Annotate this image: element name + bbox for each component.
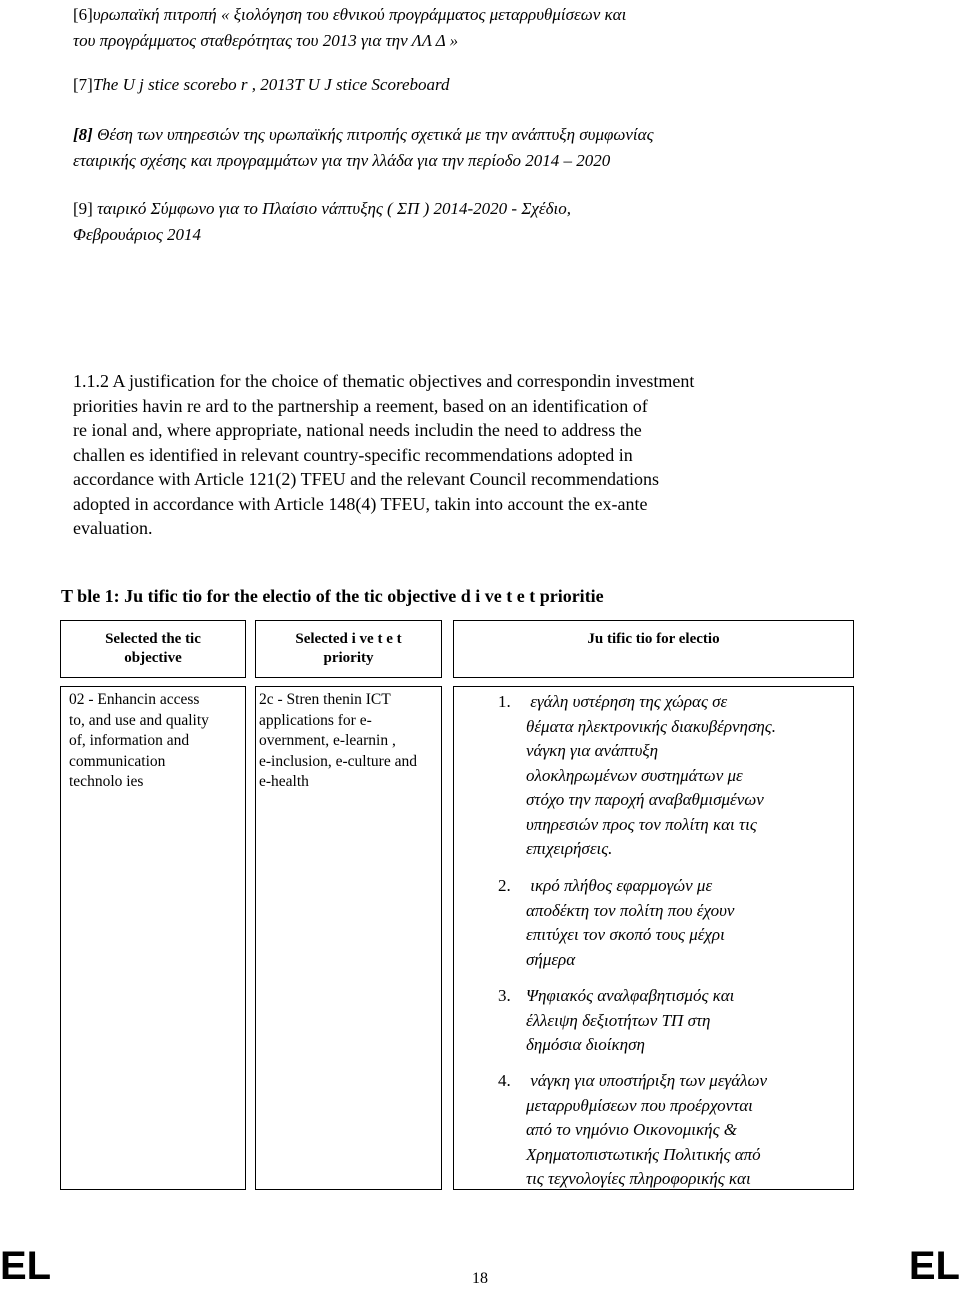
item-line: στόχο την παροχή αναβαθμισμένων <box>526 790 764 809</box>
cell-line: to, and use and quality <box>69 711 209 729</box>
reference-text: εταιρικής σχέσης και προγραμμάτων για την λλάδα για την περίοδο 2014 – 2020 <box>73 151 611 170</box>
paragraph-line: adopted in accordance with Article 148(4) TFEU, takin into account the ex-ante <box>73 493 648 514</box>
header-cell-justification <box>453 620 854 678</box>
item-line: τις τεχνολογίες πληροφορικής και <box>526 1169 751 1188</box>
reference-8 <box>73 122 653 174</box>
paragraph-line: priorities havin re ard to the partnership a reement, based on an identification of <box>73 395 648 416</box>
item-line: θέματα ηλεκτρονικής διακυβέρνησης. <box>526 716 776 736</box>
paragraph-line: challen es identified in relevant country-specific recommendations adopted in <box>73 444 633 465</box>
item-line: ικρό πλήθος εφαρμογών με <box>526 876 713 895</box>
cell-line: communication <box>69 752 166 770</box>
item-line: εγάλη υστέρηση της χώρας σε <box>526 692 728 711</box>
section-1-1-2-paragraph <box>73 369 813 541</box>
reference-7 <box>73 72 449 98</box>
header-line: Ju tific tio for electio <box>587 631 720 647</box>
justification-table <box>60 620 854 1190</box>
paragraph-line: 1.1.2 A justification for the choice of thematic objectives and correspondin investment <box>73 371 695 391</box>
item-line: Ψηφιακός αναλφαβητισμός και <box>526 986 735 1005</box>
reference-text: του προγράμματος σταθερότητας του 2013 για την ΛΛ Δ » <box>73 31 459 50</box>
paragraph-line: accordance with Article 121(2) TFEU and the relevant Council recommendations <box>73 469 659 489</box>
reference-text: ταιρικό Σύμφωνο για το Πλαίσιο νάπτυξης ( ΣΠ ) 2014-2020 - Σχέδιο, <box>92 199 571 218</box>
justification-item-2 <box>498 874 734 972</box>
item-number: 2. <box>498 876 511 895</box>
table-caption: T ble 1: Ju tific tio for the electio of the tic objective d i ve t e t prioritie <box>61 586 604 606</box>
cell-objective <box>69 690 209 793</box>
cell-line: applications for e- <box>259 711 372 729</box>
item-line: υπηρεσιών προς τον πολίτη και τις <box>526 814 757 834</box>
reference-number: [7] <box>73 75 93 94</box>
item-line: νάγκη για υποστήριξη των μεγάλων <box>526 1071 768 1090</box>
header-objective <box>60 630 246 668</box>
footer-language-left: EL <box>0 1244 52 1288</box>
cell-line: 2c - Stren thenin ICT <box>259 691 391 708</box>
cell-line: overnment, e-learnin , <box>259 732 396 749</box>
page-number: 18 <box>472 1270 488 1287</box>
header-line: Selected the tic <box>105 631 201 647</box>
reference-number: [6] <box>73 5 93 24</box>
reference-9 <box>73 196 571 248</box>
item-line: αποδέκτη τον πολίτη που έχουν <box>526 900 735 920</box>
reference-text: υρωπαϊκή πιτροπή « ξιολόγηση του εθνικού προγράμματος μεταρρυθμίσεων και <box>92 5 627 24</box>
item-number: 3. <box>498 986 511 1005</box>
item-line: δημόσια διοίκηση <box>526 1035 645 1054</box>
item-line: από το νημόνιο Οικονομικής & <box>526 1120 737 1139</box>
reference-6 <box>73 2 626 54</box>
reference-text: Θέση των υπηρεσιών της υρωπαϊκής πιτροπής σχετικά με την ανάπτυξη συμφωνίας <box>92 125 654 144</box>
item-line: ολοκληρωμένων συστημάτων με <box>526 765 743 785</box>
reference-number: [9] <box>73 199 93 218</box>
item-line: μεταρρυθμίσεων που προέρχονται <box>526 1095 753 1115</box>
item-line: επιχειρήσεις. <box>526 839 613 858</box>
cell-priority <box>259 690 417 793</box>
paragraph-line: evaluation. <box>73 518 153 538</box>
header-line: Selected i ve t e t <box>295 631 402 647</box>
item-line: νάγκη για ανάπτυξη <box>526 741 659 760</box>
item-number: 4. <box>498 1071 511 1090</box>
header-justification <box>453 630 854 649</box>
header-line: priority <box>323 650 374 666</box>
cell-line: 02 - Enhancin access <box>69 691 200 708</box>
reference-text: The U j stice scorebo r , 2013T U J stice Scoreboard <box>92 75 450 94</box>
reference-number: [8] <box>73 125 93 144</box>
justification-item-3 <box>498 984 734 1058</box>
item-number: 1. <box>498 692 511 711</box>
cell-line: technolo ies <box>69 773 144 790</box>
footer-language-right: EL <box>908 1244 960 1288</box>
reference-text: Φεβρουάριος 2014 <box>73 225 202 244</box>
item-line: έλλειψη δεξιοτήτων ΤΠ στη <box>526 1010 711 1030</box>
header-line: objective <box>124 650 182 666</box>
item-line: Χρηματοπιστωτικής Πολιτικής από <box>526 1144 761 1164</box>
cell-line: of, information and <box>69 732 190 749</box>
paragraph-line: re ional and, where appropriate, national needs includin the need to address the <box>73 420 642 440</box>
justification-item-4 <box>498 1069 767 1192</box>
cell-line: e-health <box>259 773 309 790</box>
cell-line: e-inclusion, e-culture and <box>259 752 417 770</box>
item-line: επιτύχει τον σκοπό τους μέχρι <box>526 925 725 944</box>
header-priority <box>255 630 442 668</box>
justification-item-1 <box>498 690 776 862</box>
item-line: σήμερα <box>526 949 576 969</box>
